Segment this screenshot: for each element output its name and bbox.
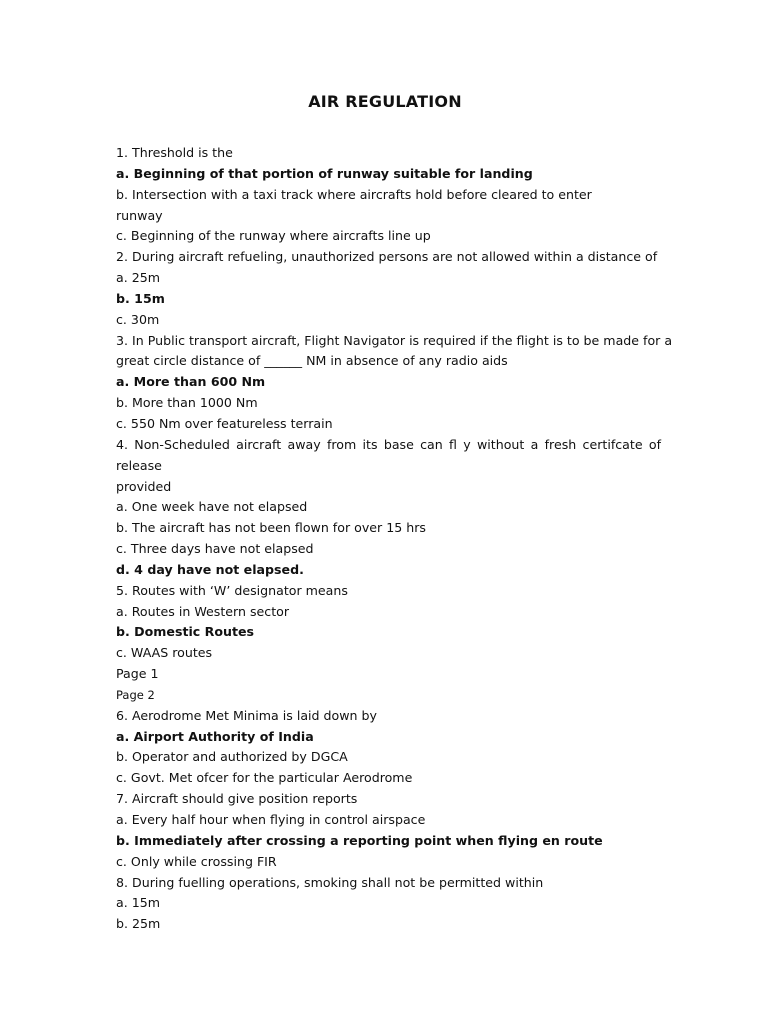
text-line: c. Govt. Met ofcer for the particular Aerodrome bbox=[116, 770, 413, 786]
text-line: 4. Non-Scheduled aircraft away from its base can fl y without a fresh certifcate of bbox=[116, 436, 661, 452]
text-line: 2. During aircraft refueling, unauthorized persons are not allowed within a distance of bbox=[116, 249, 658, 265]
text-line: 8. During fuelling operations, smoking shall not be permitted within bbox=[116, 874, 544, 890]
answer-line-highlighted: a. Beginning of that portion of runway suitable for landing bbox=[116, 165, 533, 181]
text-line: c. WAAS routes bbox=[116, 645, 213, 661]
answer-line-highlighted: b. Immediately after crossing a reporting point when flying en route bbox=[116, 832, 603, 848]
text-line: great circle distance of ______ NM in absence of any radio aids bbox=[116, 353, 508, 369]
answer-line-highlighted: a. More than 600 Nm bbox=[116, 374, 266, 390]
text-line: a. One week have not elapsed bbox=[116, 499, 308, 515]
text-line: 5. Routes with ‘W’ designator means bbox=[116, 582, 348, 598]
text-line: 7. Aircraft should give position reports bbox=[116, 791, 358, 807]
text-line: release bbox=[116, 457, 162, 473]
text-line: Page 1 bbox=[116, 666, 159, 682]
document-title: AIR REGULATION bbox=[308, 92, 462, 111]
text-line: a. 15m bbox=[116, 895, 161, 911]
answer-line-highlighted: b. 15m bbox=[116, 290, 165, 306]
text-line: b. 25m bbox=[116, 916, 161, 932]
text-line: b. Operator and authorized by DGCA bbox=[116, 749, 348, 765]
document-body bbox=[116, 143, 673, 935]
text-line: runway bbox=[116, 207, 163, 223]
text-line: c. Three days have not elapsed bbox=[116, 541, 314, 557]
answer-line-highlighted: a. Airport Authority of India bbox=[116, 728, 314, 744]
text-line: Page 2 bbox=[116, 687, 155, 702]
text-line: a. Every half hour when flying in control airspace bbox=[116, 812, 426, 827]
text-line: b. More than 1000 Nm bbox=[116, 395, 258, 411]
text-line: a. 25m bbox=[116, 270, 161, 286]
text-line: 3. In Public transport aircraft, Flight Navigator is required if the flight is to be made for a bbox=[116, 332, 673, 348]
text-line: b. Intersection with a taxi track where aircrafts hold before cleared to enter bbox=[116, 186, 592, 202]
text-line: b. The aircraft has not been flown for over 15 hrs bbox=[116, 520, 426, 536]
text-line: c. 30m bbox=[116, 311, 160, 327]
text-line: provided bbox=[116, 478, 172, 494]
answer-line-highlighted: b. Domestic Routes bbox=[116, 624, 255, 640]
text-line: a. Routes in Western sector bbox=[116, 603, 290, 619]
text-line: 6. Aerodrome Met Minima is laid down by bbox=[116, 707, 377, 723]
text-line: c. Beginning of the runway where aircrafts line up bbox=[116, 228, 431, 244]
text-line: 1. Threshold is the bbox=[116, 145, 233, 160]
answer-line-highlighted: d. 4 day have not elapsed. bbox=[116, 561, 304, 577]
text-line: c. 550 Nm over featureless terrain bbox=[116, 415, 333, 431]
text-line: c. Only while crossing FIR bbox=[116, 853, 277, 869]
